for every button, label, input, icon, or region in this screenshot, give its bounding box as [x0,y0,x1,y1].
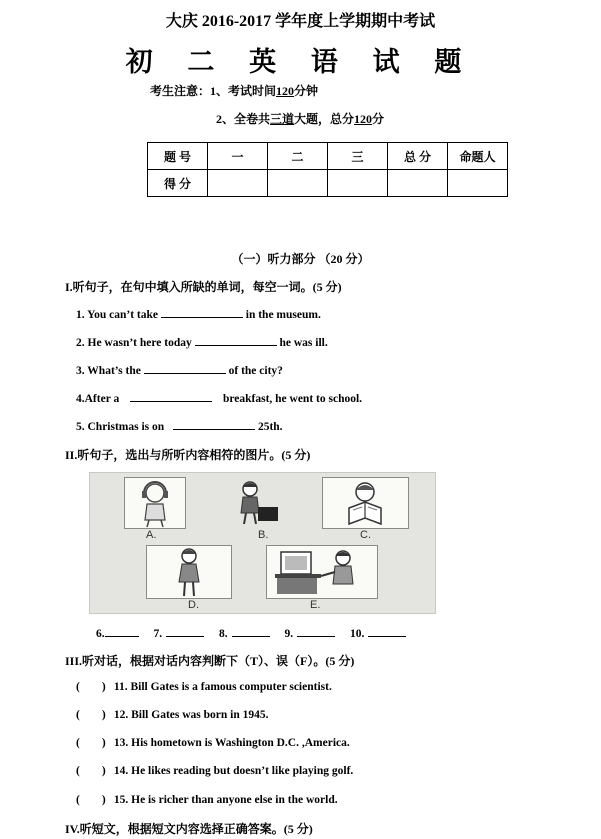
tf-statement: 15. He is richer than anyone else in the world. [113,794,338,806]
open-paren: ( [76,794,80,806]
tf-answer-box[interactable] [76,794,111,806]
answer-number: 10. [350,628,365,640]
picture-choices-area [89,472,436,614]
close-paren: ) [101,794,106,806]
score-header-cell: 命题人 [448,143,508,170]
tf-statement: 11. Bill Gates is a famous computer scientist. [113,681,332,693]
answer-number: 6. [96,628,105,640]
score-cell[interactable] [208,170,268,197]
picture-a-label: A. [146,529,157,541]
answer-blank[interactable] [166,626,204,637]
tf-question-15 [76,794,338,806]
answer-item-8 [219,626,270,640]
close-paren: ) [101,737,106,749]
close-paren: ) [101,765,106,777]
question-text: 3. What’s the [76,365,141,377]
score-header-cell: 一 [208,143,268,170]
open-paren: ( [76,737,80,749]
answer-item-6 [96,626,139,640]
picture-answer-row [96,626,418,640]
tf-answer-box[interactable] [76,681,111,693]
picture-e [266,545,378,599]
tf-question-13 [76,737,350,749]
note-2-parts-value: 三道 [270,112,295,126]
exam-note-2 [216,110,384,127]
picture-d-label: D. [188,599,199,611]
answer-item-9 [285,626,336,640]
question-3 [76,363,283,377]
score-cell[interactable] [328,170,388,197]
answer-blank[interactable] [130,391,212,402]
answer-blank[interactable] [297,626,335,637]
answer-number: 7. [153,628,163,640]
question-5 [76,419,283,433]
note-1-suffix: 分钟 [294,84,319,98]
answer-number: 8. [219,628,228,640]
part-1-heading: I.听句子，在句中填入所缺的单词，每空一词。(5 分) [65,280,342,294]
boy-box-icon [228,477,288,527]
score-table-score-row [148,170,508,197]
tf-answer-box[interactable] [76,709,111,721]
picture-b [228,477,288,527]
tf-statement: 14. He likes reading but doesn’t like playing golf. [113,765,354,777]
score-header-cell: 题 号 [148,143,208,170]
question-text: he was ill. [279,337,328,349]
question-4 [76,391,362,405]
answer-blank[interactable] [368,626,406,637]
question-text: 25th. [257,421,283,433]
question-2 [76,335,328,349]
picture-c [322,477,409,529]
exam-note-1 [150,82,318,99]
answer-item-7 [154,626,205,640]
score-table-header-row [148,143,508,170]
score-cell[interactable] [448,170,508,197]
woman-standing-icon [147,546,231,598]
answer-number: 9. [284,628,294,640]
tf-question-11 [76,681,332,693]
note-1-time-value: 120 [276,84,295,98]
exam-main-title: 初 二 英 语 试 题 [125,47,476,77]
girl-headphones-icon [125,478,185,528]
score-table [147,142,508,197]
picture-d [146,545,232,599]
score-header-cell: 总 分 [388,143,448,170]
tf-statement: 12. Bill Gates was born in 1945. [113,709,269,721]
close-paren: ) [101,709,106,721]
note-2-suffix: 分 [372,112,385,126]
answer-blank[interactable] [105,626,139,637]
score-cell[interactable] [388,170,448,197]
note-2-total-value: 120 [354,112,373,126]
answer-blank[interactable] [232,626,270,637]
open-paren: ( [76,765,80,777]
open-paren: ( [76,681,80,693]
question-text: 5. Christmas is on [76,421,165,433]
score-cell[interactable] [268,170,328,197]
question-text: 2. He wasn’t here today [76,337,192,349]
question-text: of the city? [228,365,283,377]
section-listening-heading: （一）听力部分 （20 分） [231,252,370,266]
picture-e-label: E. [310,599,321,611]
question-1 [76,307,321,321]
part-4-heading: IV.听短文，根据短文内容选择正确答案。(5 分) [65,822,313,836]
score-header-cell: 三 [328,143,388,170]
answer-blank[interactable] [161,307,243,318]
score-header-cell: 二 [268,143,328,170]
question-text: 4.After a [76,393,120,405]
note-2-middle: 大题，总分 [294,112,355,126]
score-row-label: 得 分 [148,170,208,197]
picture-c-label: C. [360,529,371,541]
question-text: 1. You can’t take [76,309,158,321]
exam-header-title: 大庆 2016-2017 学年度上学期期中考试 [165,13,436,30]
tf-answer-box[interactable] [76,765,111,777]
picture-a [124,477,186,529]
tf-question-12 [76,709,269,721]
boy-reading-icon [323,478,408,528]
picture-b-label: B. [258,529,269,541]
note-1-prefix: 考生注意：1、考试时间 [150,84,277,98]
question-text: breakfast, he went to school. [222,393,363,405]
note-2-prefix: 2、全卷共 [216,112,271,126]
man-computer-icon [267,546,377,598]
tf-statement: 13. His hometown is Washington D.C. ,America. [113,737,350,749]
close-paren: ) [101,681,106,693]
answer-blank[interactable] [173,419,255,430]
tf-question-14 [76,765,353,777]
answer-blank[interactable] [144,363,226,374]
tf-answer-box[interactable] [76,737,111,749]
part-3-heading: III.听对话，根据对话内容判断下（T）、误（F）。(5 分) [65,654,355,668]
answer-blank[interactable] [195,335,277,346]
question-text: in the museum. [245,309,321,321]
open-paren: ( [76,709,80,721]
answer-item-10 [350,626,406,640]
part-2-heading: II.听句子，选出与所听内容相符的图片。(5 分) [65,448,311,462]
